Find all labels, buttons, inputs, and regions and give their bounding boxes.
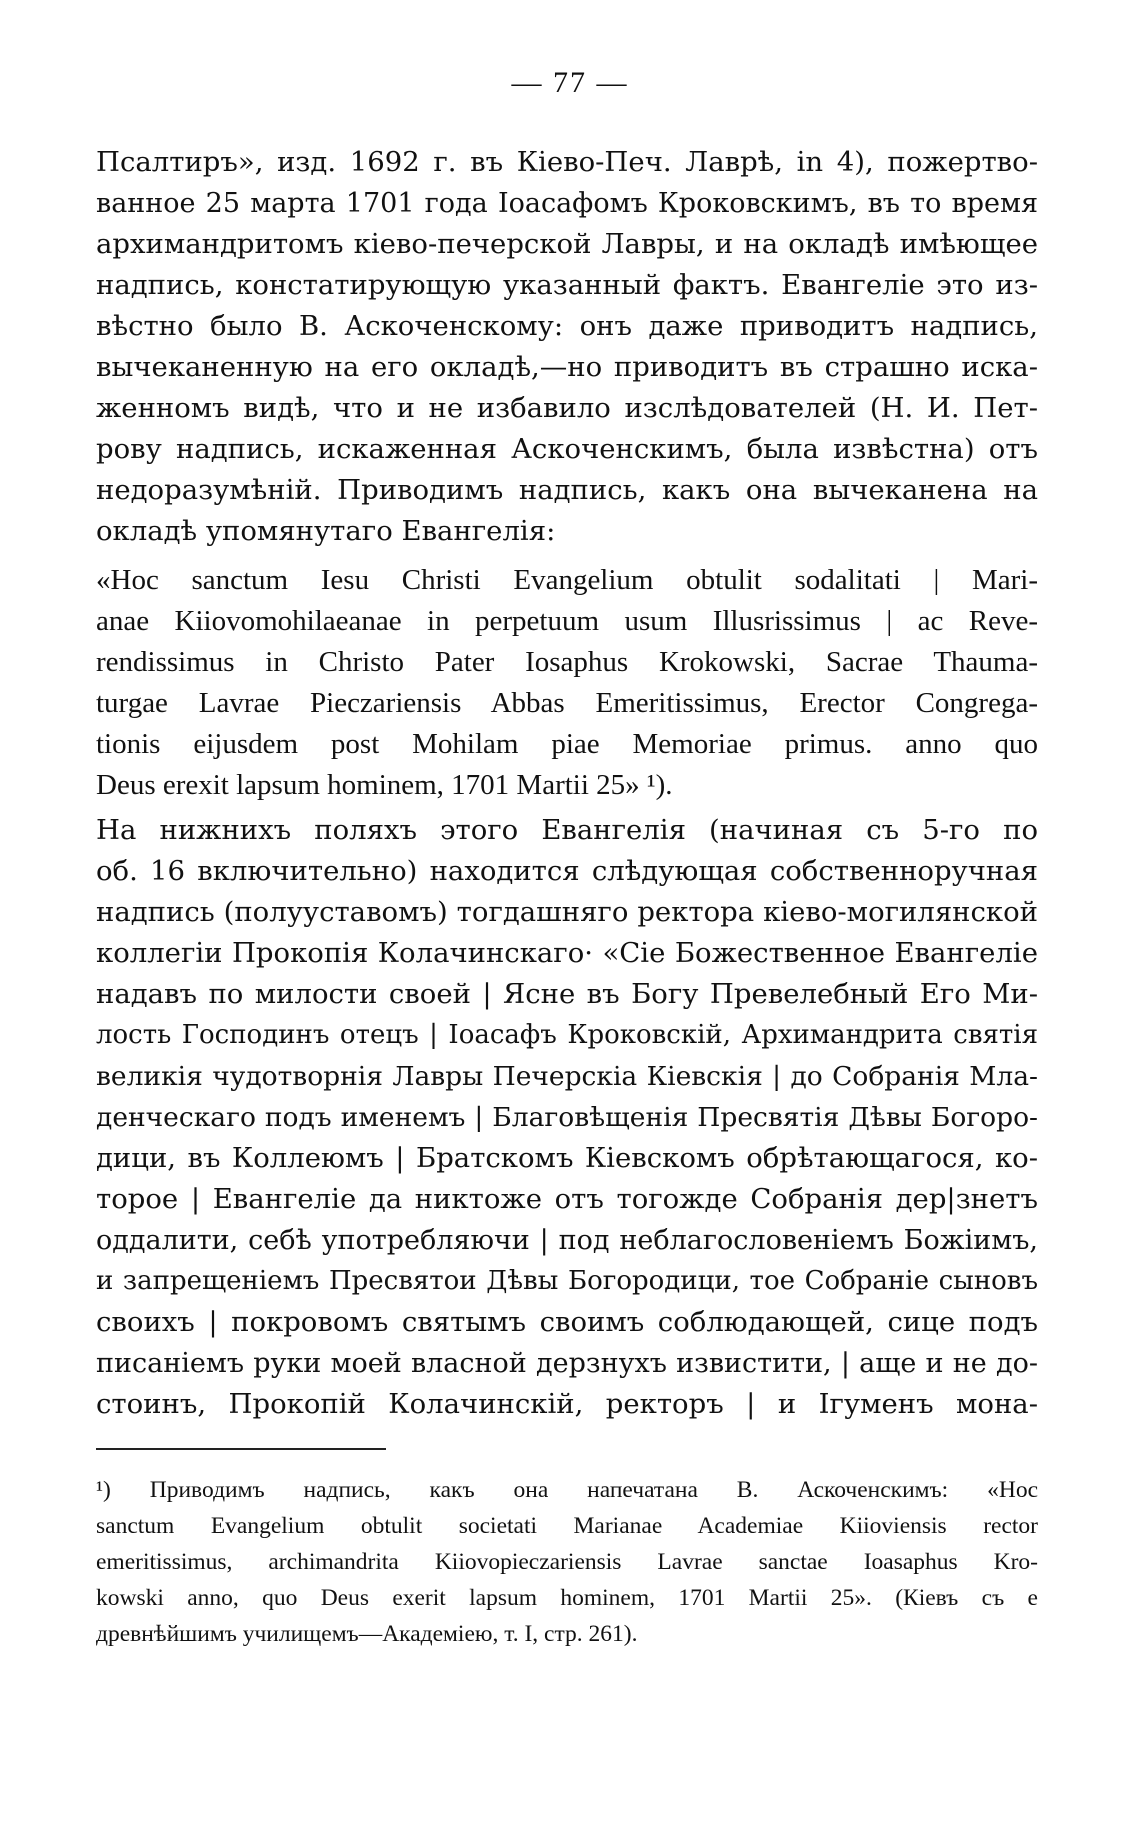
text-line: денческаго подъ именемъ | Благовѣщенія Пресвятія Дѣвы Богоро- (96, 1102, 1038, 1133)
footnote-line: ¹) Приводимъ надпись, какъ она напечатана В. Аскоченскимъ: «Hoc (96, 1477, 1038, 1503)
latin-inscription (96, 560, 1038, 806)
text-line: женномъ видѣ, что и не избавило изслѣдователей (Н. И. Пет- (96, 392, 1038, 424)
text-line: лость Господинъ отецъ | Іоасафъ Кроковскій, Архимандрита святія (96, 1020, 1038, 1050)
footnote-line: sanctum Evangelium obtulit societati Marianae Academiae Kiioviensis rector (96, 1513, 1038, 1539)
text-line: и запрещеніемъ Пресвятои Дѣвы Богородици, тое Собраніе сыновъ (96, 1266, 1038, 1296)
text-line: своихъ | покровомъ святымъ своимъ соблюдающей, сице подъ (96, 1306, 1038, 1338)
footnote-line: emeritissimus, archimandrita Kiiovopieczariensis Lavrae sanctae Ioasaphus Kro- (96, 1549, 1038, 1575)
text-line: оддалити, себѣ употребляючи | под неблагословеніемъ Божіимъ, (96, 1225, 1038, 1256)
text-line: «Hoc sanctum Iesu Christi Evangelium obtulit sodalitati | Mari- (96, 564, 1038, 596)
text-line: писаніемъ руки моей власной дерзнухъ извистити, | аще и не до- (96, 1348, 1038, 1379)
text-line: вѣстно было В. Аскоченскому: онъ даже приводитъ надпись, (96, 310, 1038, 342)
text-line: дици, въ Коллеюмъ | Братскомъ Кіевскомъ обрѣтающагося, ко- (96, 1142, 1038, 1174)
text-line: Deus erexit lapsum hominem, 1701 Martii 25» ¹). (96, 769, 673, 801)
footnote-line: kowski anno, quo Deus exerit lapsum hominem, 1701 Martii 25». (Кіевъ съ е (96, 1585, 1038, 1611)
footnote-line: древнѣйшимъ училищемъ—Академіею, т. I, стр. 261). (96, 1621, 638, 1647)
text-line: стоинъ, Прокопій Колачинскій, ректоръ | и Ігуменъ мона- (96, 1388, 1038, 1420)
text-line: надпись (полууставомъ) тогдашняго ректора кіево-могилянской (96, 896, 1038, 928)
text-line: надпись, констатирующую указанный фактъ. Евангеліе это из- (96, 269, 1038, 301)
text-line: ванное 25 марта 1701 года Іоасафомъ Кроковскимъ, въ то время (96, 188, 1038, 219)
text-line: rendissimus in Christo Pater Iosaphus Krokowski, Sacrae Thauma- (96, 646, 1038, 678)
text-line: На нижнихъ поляхъ этого Евангелія (начиная съ 5-го по (96, 814, 1038, 846)
footnote-divider (96, 1448, 386, 1450)
text-line: торое | Евангеліе да никтоже отъ тогожде Собранія дер|знетъ (96, 1183, 1038, 1215)
text-line: вычеканенную на его окладѣ,—но приводитъ въ страшно иска- (96, 351, 1038, 383)
page-number: — 77 — (511, 66, 629, 99)
text-line: turgae Lavrae Pieczariensis Abbas Emeritissimus, Erector Congrega- (96, 687, 1038, 719)
footnote (96, 1472, 1038, 1652)
text-line: об. 16 включительно) находится слѣдующая собственноручная (96, 855, 1038, 887)
text-line: архимандритомъ кіево-печерской Лавры, и на окладѣ имѣющее (96, 228, 1038, 260)
text-line: коллегіи Прокопія Колачинскаго· «Сіе Божественное Евангеліе (96, 937, 1038, 969)
text-line: недоразумѣній. Приводимъ надпись, какъ она вычеканена на (96, 474, 1038, 506)
text-line: окладѣ упомянутаго Евангелія: (96, 515, 556, 547)
text-line: tionis eijusdem post Mohilam piae Memoriae primus. anno quo (96, 728, 1038, 760)
paragraph-2 (96, 810, 1038, 1425)
text-line: рову надпись, искаженная Аскоченскимъ, была извѣстна) отъ (96, 433, 1038, 465)
text-line: надавъ по милости своей | Ясне въ Богу Превелебный Его Ми- (96, 978, 1038, 1010)
text-line: Псалтиръ», изд. 1692 г. въ Кіево-Печ. Лаврѣ, in 4), пожертво- (96, 146, 1038, 178)
text-line: великія чудотворнія Лавры Печерскіа Кіевскія | до Собранія Мла- (96, 1061, 1038, 1092)
paragraph-1 (96, 142, 1038, 552)
text-line: anae Kiiovomohilaeanae in perpetuum usum Illusrissimus | ac Reve- (96, 605, 1038, 637)
